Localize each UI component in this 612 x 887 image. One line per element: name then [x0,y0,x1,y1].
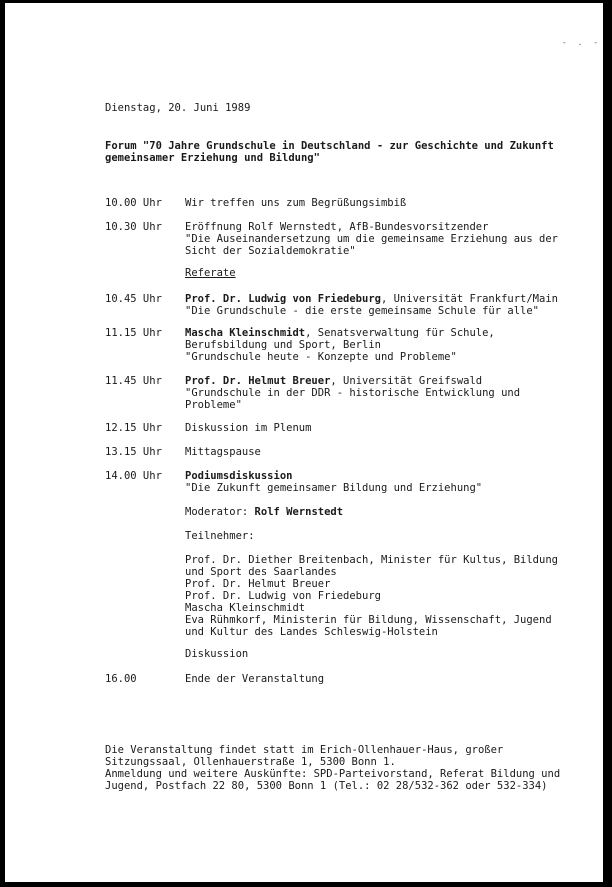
time-1045: 10.45 Uhr [105,293,162,305]
item-kleinschmidt-1 [185,327,495,340]
date-line: Dienstag, 20. Juni 1989 [105,102,251,114]
participant-line-5: Mascha Kleinschmidt [185,602,306,614]
section-referate: Referate [185,267,236,279]
item-lunch: Mittagspause [185,446,261,458]
time-1145: 11.45 Uhr [105,375,162,387]
time-1215: 12.15 Uhr [105,422,162,434]
item-breuer-2: "Grundschule in der DDR - historische Entwicklung und [185,387,521,399]
speaker-name: Mascha Kleinschmidt [185,327,306,339]
participant-line-4: Prof. Dr. Ludwig von Friedeburg [185,590,381,602]
participant-line-6: Eva Rühmkorf, Ministerin für Bildung, Wissenschaft, Jugend [185,614,552,626]
participants-label: Teilnehmer: [185,530,255,542]
item-welcome: Wir treffen uns zum Begrüßungsimbiß [185,197,407,209]
item-discussion: Diskussion [185,648,249,660]
moderator-line [185,506,343,519]
participant-line-3: Prof. Dr. Helmut Breuer [185,578,331,590]
item-friedeburg-2: "Die Grundschule - die erste gemeinsame Schule für alle" [185,305,540,317]
item-breuer-1 [185,375,482,388]
time-1400: 14.00 Uhr [105,470,162,482]
title-line-2: gemeinsamer Erziehung und Bildung" [105,152,320,164]
title-line-1: Forum "70 Jahre Grundschule in Deutschland - zur Geschichte und Zukunft [105,140,554,152]
time-1115: 11.15 Uhr [105,327,162,339]
time-1030: 10.30 Uhr [105,221,162,233]
moderator-label: Moderator: [185,506,255,518]
item-friedeburg-1 [185,293,558,306]
time-1600: 16.00 [105,673,137,685]
item-kleinschmidt-2: Berufsbildung und Sport, Berlin [185,339,381,351]
corner-marks: - . - [562,38,602,47]
item-end: Ende der Veranstaltung [185,673,325,685]
speaker-name: Prof. Dr. Ludwig von Friedeburg [185,293,381,305]
time-1000: 10.00 Uhr [105,197,162,209]
item-opening-3: Sicht der Sozialdemokratie" [185,245,356,257]
participant-line-1: Prof. Dr. Diether Breitenbach, Minister für Kultus, Bildung [185,554,558,566]
item-kleinschmidt-3: "Grundschule heute - Konzepte und Probleme" [185,351,457,363]
footer-line-2: Sitzungssaal, Ollenhauerstraße 1, 5300 Bonn 1. [105,756,396,768]
speaker-affiliation: , Universität Greifswald [330,375,483,387]
participant-line-2: und Sport des Saarlandes [185,566,337,578]
item-podium-1: Podiumsdiskussion [185,470,293,482]
document-page [5,3,603,882]
speaker-name: Prof. Dr. Helmut Breuer [185,375,331,387]
item-opening-1: Eröffnung Rolf Wernstedt, AfB-Bundesvorsitzender [185,221,489,233]
footer-line-1: Die Veranstaltung findet statt im Erich-Ollenhauer-Haus, großer [105,744,504,756]
item-opening-2: "Die Auseinandersetzung um die gemeinsame Erziehung aus der [185,233,558,245]
footer-line-4: Jugend, Postfach 22 80, 5300 Bonn 1 (Tel.: 02 28/532-362 oder 532-334) [105,780,548,792]
item-plenum: Diskussion im Plenum [185,422,312,434]
item-podium-2: "Die Zukunft gemeinsamer Bildung und Erziehung" [185,482,483,494]
participant-line-7: und Kultur des Landes Schleswig-Holstein [185,626,438,638]
item-breuer-3: Probleme" [185,399,242,411]
time-1315: 13.15 Uhr [105,446,162,458]
moderator-name: Rolf Wernstedt [254,506,344,518]
speaker-affiliation: , Senatsverwaltung für Schule, [305,327,495,339]
footer-line-3: Anmeldung und weitere Auskünfte: SPD-Parteivorstand, Referat Bildung und [105,768,561,780]
speaker-affiliation: , Universität Frankfurt/Main [380,293,558,305]
